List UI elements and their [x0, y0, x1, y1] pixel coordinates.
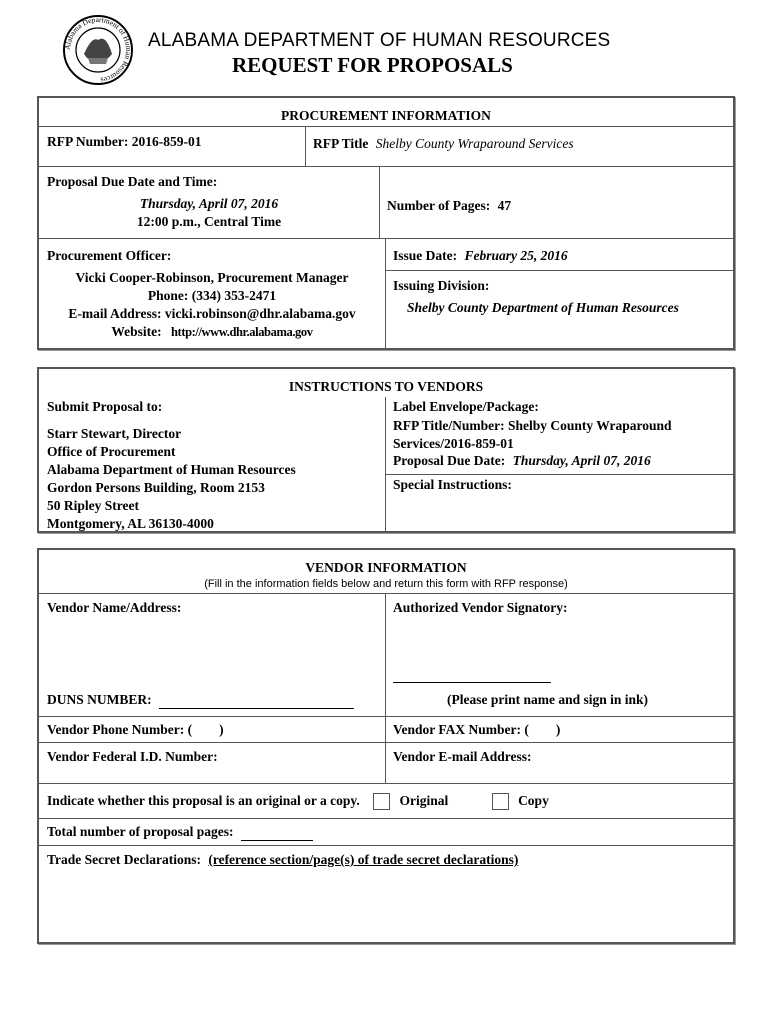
- total-pages-input[interactable]: [241, 824, 313, 841]
- address-line: Montgomery, AL 36130-4000: [47, 516, 214, 531]
- vendor-heading: VENDOR INFORMATION: [305, 560, 467, 575]
- rfp-title-field: [313, 136, 574, 152]
- svg-text:Alabama Department of Human Re: Alabama Department of Human Resources: [62, 14, 134, 85]
- address-line: Office of Procurement: [47, 444, 176, 459]
- trade-secret-link[interactable]: (reference section/page(s) of trade secret declarations): [208, 852, 519, 867]
- vendor-fedid[interactable]: Vendor Federal I.D. Number:: [47, 749, 218, 764]
- address-line: Starr Stewart, Director: [47, 426, 182, 441]
- pages-value: 47: [497, 198, 512, 213]
- agency-name: ALABAMA DEPARTMENT OF HUMAN RESOURCES: [148, 30, 611, 51]
- rfp-title-value: Shelby County Wraparound Services: [375, 136, 574, 151]
- vendor-fax[interactable]: Vendor FAX Number: ( ): [393, 722, 561, 737]
- trade-secret-row: [47, 852, 518, 868]
- submit-address: [47, 425, 296, 533]
- duns-label: DUNS NUMBER:: [47, 692, 152, 707]
- pages-label: Number of Pages:: [387, 198, 491, 213]
- procurement-section: [37, 96, 735, 350]
- address-line: 50 Ripley Street: [47, 498, 139, 513]
- label-due-date: [393, 453, 651, 469]
- address-line: Alabama Department of Human Resources: [47, 462, 296, 477]
- vendor-subheading: (Fill in the information fields below and return this form with RFP response): [204, 578, 568, 590]
- address-line: Gordon Persons Building, Room 2153: [47, 480, 265, 495]
- vendor-name-label: Vendor Name/Address:: [47, 600, 182, 615]
- issue-value: February 25, 2016: [464, 248, 568, 263]
- trade-secret-label: Trade Secret Declarations:: [47, 852, 201, 867]
- issue-label: Issue Date:: [393, 248, 458, 263]
- special-instructions: Special Instructions:: [393, 477, 512, 492]
- duns-field: [47, 692, 354, 709]
- vendor-section: [37, 548, 735, 944]
- total-pages-field: [47, 824, 313, 841]
- division-label: Issuing Division:: [393, 278, 490, 293]
- page-title: REQUEST FOR PROPOSALS: [232, 53, 513, 77]
- instructions-heading: INSTRUCTIONS TO VENDORS: [288, 379, 484, 394]
- label-due-label: Proposal Due Date:: [393, 453, 506, 468]
- issue-date: [393, 248, 568, 264]
- submit-label: Submit Proposal to:: [47, 399, 163, 414]
- procurement-heading: PROCUREMENT INFORMATION: [281, 108, 491, 123]
- rfp-number: RFP Number: 2016-859-01: [47, 134, 202, 149]
- vendor-phone[interactable]: Vendor Phone Number: ( ): [47, 722, 224, 737]
- original-copy-row: [47, 793, 549, 810]
- officer-website: [39, 324, 385, 340]
- label-envelope-heading: Label Envelope/Package:: [393, 399, 539, 414]
- website-label: Website:: [111, 324, 162, 339]
- officer-phone: Phone: (334) 353-2471: [147, 288, 277, 303]
- officer-name: Vicki Cooper-Robinson, Procurement Manager: [75, 270, 349, 285]
- due-date-label: Proposal Due Date and Time:: [47, 174, 218, 189]
- label-due-value: Thursday, April 07, 2016: [512, 453, 651, 468]
- officer-label: Procurement Officer:: [47, 248, 172, 263]
- original-option-label: Original: [399, 793, 449, 808]
- website-link[interactable]: http://www.dhr.alabama.gov: [171, 325, 313, 339]
- original-checkbox[interactable]: [373, 793, 390, 810]
- original-copy-label: Indicate whether this proposal is an original or a copy.: [47, 793, 360, 808]
- duns-input[interactable]: [159, 692, 354, 709]
- signatory-label: Authorized Vendor Signatory:: [393, 600, 568, 615]
- signature-line[interactable]: [393, 682, 551, 683]
- officer-email: E-mail Address: vicki.robinson@dhr.alabama.gov: [68, 306, 356, 321]
- copy-option-label: Copy: [518, 793, 549, 808]
- due-time-value: 12:00 p.m., Central Time: [136, 214, 282, 229]
- total-pages-label: Total number of proposal pages:: [47, 824, 234, 839]
- copy-checkbox[interactable]: [492, 793, 509, 810]
- due-date-value: Thursday, April 07, 2016: [139, 196, 279, 211]
- instructions-section: [37, 367, 735, 533]
- rfp-title-label: RFP Title: [313, 136, 369, 151]
- sign-note: (Please print name and sign in ink): [447, 692, 649, 707]
- label-rfp: RFP Title/Number: Shelby County Wraparound Services/2016-859-01: [393, 418, 672, 451]
- number-of-pages: [387, 198, 511, 214]
- division-value: Shelby County Department of Human Resources: [407, 300, 679, 315]
- vendor-email[interactable]: Vendor E-mail Address:: [393, 749, 532, 764]
- state-seal-logo: [62, 14, 134, 86]
